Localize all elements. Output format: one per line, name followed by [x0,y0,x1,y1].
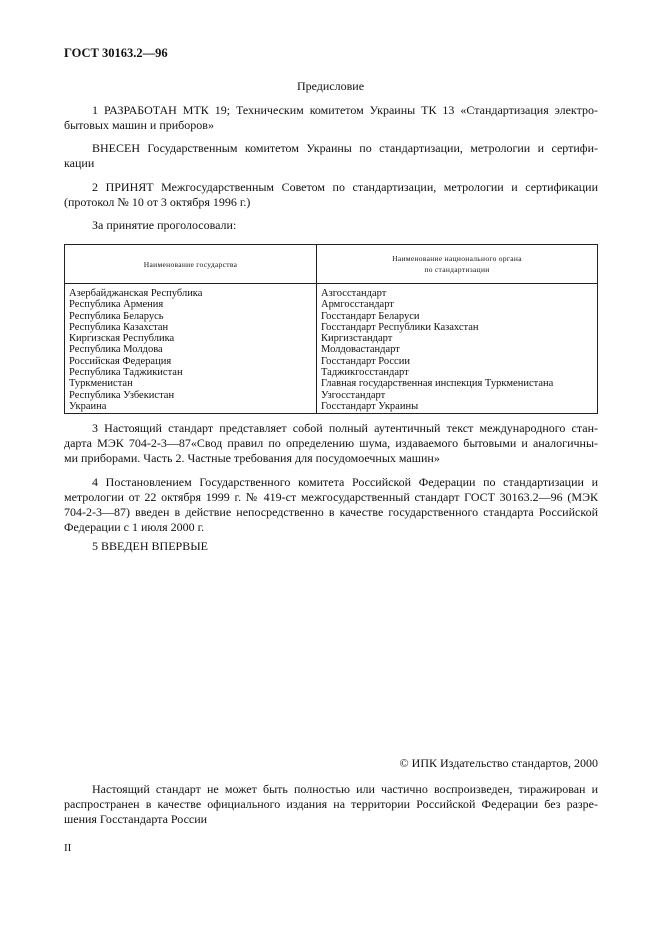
state-cell: Республика Молдова [65,344,317,355]
section-title: Предисловие [296,79,365,93]
text-line: За принятие проголосовали: [92,218,237,232]
national-body-cell: Госстандарт Беларуси [317,311,598,322]
header-line: Наименование национального органа [392,254,522,263]
national-body-cell: Госстандарт России [317,356,598,367]
table-row [65,356,598,367]
table-row [65,378,598,389]
text-line: метрологии от 22 октября 1999 г. № 419-ст межгосударственный стандарт ГОСТ 30163.2—96 (МЭК [64,490,598,504]
national-body-cell: Армгосстандарт [317,299,598,310]
table-row [65,299,598,310]
table-row [65,333,598,344]
text-line: 4 Постановлением Государственного комитета Российской Федерации по стандартизации и [92,475,598,489]
text-line: кации [64,156,95,170]
paragraph-developed [64,103,598,133]
table-header-row [65,245,598,284]
column-header-state: Наименование государства [65,245,317,284]
state-cell: Российская Федерация [65,356,317,367]
state-cell: Республика Таджикистан [65,367,317,378]
text-line: распространен в качестве официального издания на территории Российской Федерации без разре- [64,797,598,811]
national-body-cell: Молдовастандарт [317,344,598,355]
national-body-cell: Киргизстандарт [317,333,598,344]
state-cell: Азербайджанская Республика [65,284,317,300]
text-line: 1 РАЗРАБОТАН МТК 19; Техническим комитетом Украины ТК 13 «Стандартизация электро- [92,103,598,117]
table-row [65,344,598,355]
paragraph-introduced [64,141,598,171]
header-line: по стандартизации [424,265,490,274]
paragraph-adopted [64,180,598,210]
text-line: дарта МЭК 704-2-3—87«Свод правил по определению шума, издаваемого бытовыми и аналогичны- [64,436,598,450]
text-line: Настоящий стандарт не может быть полностью или частично воспроизведен, тиражирован и [92,782,598,796]
state-cell: Украина [65,401,317,414]
table-row [65,284,598,300]
state-cell: Киргизская Республика [65,333,317,344]
national-body-cell: Узгосстандарт [317,390,598,401]
vote-intro [64,218,598,233]
table-row [65,390,598,401]
text-line: Федерации с 1 июля 2000 г. [64,520,205,534]
paragraph-decree [64,475,598,535]
national-body-cell: Таджикгосстандарт [317,367,598,378]
text-line: 2 ПРИНЯТ Межгосударственным Советом по стандартизации, метрологии и сертификации [92,180,598,194]
text-line: бытовых машин и приборов» [64,118,214,132]
state-cell: Республика Узбекистан [65,390,317,401]
document-code: ГОСТ 30163.2—96 [64,46,168,60]
state-cell: Туркменистан [65,378,317,389]
national-body-cell: Госстандарт Украины [317,401,598,414]
voting-states-table [64,244,598,414]
table-row [65,311,598,322]
national-body-cell: Госстандарт Республики Казахстан [317,322,598,333]
paragraph-introduced-first [64,539,598,554]
text-line: 5 ВВЕДЕН ВПЕРВЫЕ [92,539,208,553]
national-body-cell: Главная государственная инспекция Туркменистана [317,378,598,389]
text-line: ВНЕСЕН Государственным комитетом Украины по стандартизации, метрологии и сертифи- [92,141,598,155]
text-line: (протокол № 10 от 3 октября 1996 г.) [64,195,251,209]
table-row [65,322,598,333]
table-row [65,367,598,378]
paragraph-reproduction-notice [64,782,598,827]
text-line: шения Госстандарта России [64,812,208,826]
copyright-notice: © ИПК Издательство стандартов, 2000 [399,756,598,770]
column-header-national-body [317,245,598,284]
state-cell: Республика Армения [65,299,317,310]
text-line: 704-2-3—87) введен в действие непосредственно в качестве государственного стандарта Российской [64,505,598,519]
text-line: ми приборами. Часть 2. Частные требования для посудомоечных машин» [64,451,440,465]
state-cell: Республика Беларусь [65,311,317,322]
state-cell: Республика Казахстан [65,322,317,333]
table-row [65,401,598,414]
national-body-cell: Азгосстандарт [317,284,598,300]
page-number: II [64,842,72,854]
text-line: 3 Настоящий стандарт представляет собой полный аутентичный текст международного стан- [92,421,598,435]
paragraph-authentic-text [64,421,598,466]
